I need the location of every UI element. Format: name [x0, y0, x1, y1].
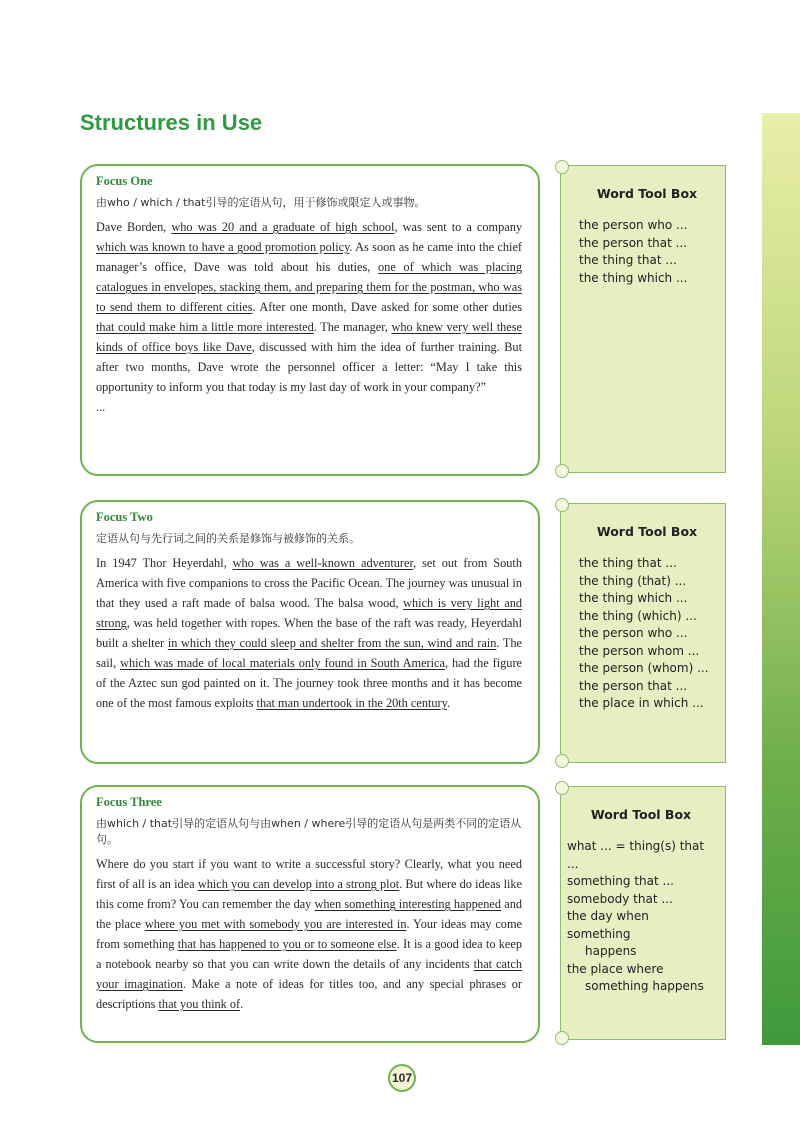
word-tool-box-two	[560, 503, 726, 763]
focus-two-panel	[80, 500, 540, 764]
tool-box-list	[567, 838, 715, 996]
text-run: . It is a good idea to keep a notebook nearby so that you can write down the details of any incidents	[96, 937, 522, 971]
attributive-clause: one of which was placing catalogues in envelopes, stacking them, and preparing them for the postman, who was to send them to different cities	[96, 260, 522, 314]
tool-box-item: something that ...	[567, 874, 674, 888]
attributive-clause: who knew very well these kinds of office boys like Dave	[96, 320, 522, 354]
focus-two-note: 定语从句与先行词之间的关系是修饰与被修饰的关系。	[96, 532, 360, 545]
page-title: Structures in Use	[80, 110, 263, 135]
text-run: Where do you start if you want to write a successful story? Clearly, what you need first of all is an idea	[96, 857, 522, 891]
tool-box-item: the place in which ...	[579, 696, 704, 710]
tool-box-title: Word Tool Box	[596, 186, 698, 201]
attributive-clause: that has happened to you or to someone else	[177, 937, 397, 951]
focus-one-panel	[80, 164, 540, 476]
attributive-clause: that man undertook in the 20th century	[256, 696, 447, 710]
word-tool-box-three	[560, 786, 726, 1040]
scroll-curl-icon	[555, 781, 569, 795]
text-run: Dave Borden,	[96, 220, 172, 234]
tool-box-item: the place where	[567, 961, 664, 976]
tool-box-item: the person that ...	[579, 678, 688, 693]
attributive-clause: that you think of	[158, 997, 241, 1011]
focus-two-text	[96, 553, 522, 713]
scroll-curl-icon	[555, 498, 569, 512]
attributive-clause: who was 20 and a graduate of high school	[171, 220, 395, 234]
text-run: In 1947 Thor Heyerdahl,	[96, 556, 233, 570]
tool-box-item: somebody that ...	[567, 891, 673, 906]
text-run: . The manager,	[313, 320, 392, 334]
attributive-clause: in which they could sleep and shelter from the sun, wind and rain	[167, 636, 497, 650]
tool-box-title: Word Tool Box	[590, 807, 692, 822]
text-run: , was held together with ropes. When the base of the raft was ready, Heyerdahl built a shelter	[96, 616, 522, 650]
text-run: , set out from South America with five companions to cross the Pacific Ocean. The journey was unusual in that they used a raft made of balsa wood. The balsa wood,	[96, 556, 522, 610]
focus-three-panel	[80, 785, 540, 1043]
attributive-clause: when something interesting happened	[314, 897, 502, 911]
text-run: . After one month, Dave asked for some other duties	[252, 300, 522, 314]
tool-box-title: Word Tool Box	[596, 524, 698, 539]
attributive-clause: that catch your imagination	[96, 957, 522, 991]
tool-box-item: the thing which ...	[579, 591, 688, 605]
focus-three-note: 由which / that引导的定语从句与由when / where引导的定语从句是两类不同的定语从句。	[96, 817, 522, 846]
text-run: , was sent to a company	[394, 220, 522, 234]
tool-box-item: the person who ...	[579, 626, 688, 640]
tool-box-item: the person who ...	[579, 218, 688, 232]
tool-box-item: the thing (which) ...	[579, 608, 697, 623]
tool-box-item: the thing (that) ...	[579, 573, 687, 588]
scroll-curl-icon	[555, 754, 569, 768]
text-run: and the place	[96, 897, 522, 931]
attributive-clause: where you met with somebody you are interested in	[144, 917, 407, 931]
tool-box-item: happens	[585, 944, 637, 958]
attributive-clause: which was made of local materials only found in South America	[120, 656, 445, 670]
text-run: .	[240, 997, 244, 1011]
focus-two-title: Focus Two	[96, 510, 153, 524]
attributive-clause: which was known to have a good promotion policy	[96, 240, 350, 254]
attributive-clause: who was a well-known adventurer	[232, 556, 414, 570]
attributive-clause: which is very light and strong	[96, 596, 522, 630]
tool-box-item: something happens	[585, 979, 704, 993]
focus-three-title: Focus Three	[96, 795, 162, 809]
tool-box-item: the person (whom) ...	[579, 661, 709, 675]
tool-box-item: the day when something	[567, 909, 649, 941]
word-tool-box-one	[560, 165, 726, 473]
tool-box-item: the person whom ...	[579, 643, 700, 658]
page-number: 107	[388, 1064, 416, 1092]
tool-box-item: the thing that ...	[579, 253, 677, 267]
focus-one-note: 由who / which / that引导的定语从句，用于修饰或限定人或事物。	[96, 196, 426, 209]
tool-box-list	[579, 217, 715, 287]
text-run: , discussed with him the idea of further training. But after two months, Dave wrote the personnel officer a letter: “May I take this opportunity to inform you that today is my last day of work in your company?”	[96, 340, 522, 394]
side-color-bar	[762, 113, 800, 1045]
attributive-clause: that could make him a little more interested	[96, 320, 314, 334]
text-run: , had the figure of the Aztec sun god painted on it. The journey took three months and it has become one of the most famous exploits	[96, 656, 522, 710]
focus-one-title: Focus One	[96, 174, 153, 188]
tool-box-item: what ... = thing(s) that ...	[567, 839, 705, 871]
text-run: . As soon as he came into the chief manager’s office, Dave was told about his duties,	[96, 240, 522, 274]
focus-one-text	[96, 217, 522, 397]
text-run: .	[446, 696, 451, 710]
scroll-curl-icon	[555, 160, 569, 174]
tool-box-item: the thing which ...	[579, 270, 688, 285]
focus-three-text	[96, 854, 522, 1014]
tool-box-item: the person that ...	[579, 235, 688, 250]
text-run: . The sail,	[96, 636, 522, 670]
attributive-clause: which you can develop into a strong plot	[197, 877, 400, 891]
text-run: . Make a note of ideas for titles too, and any special phrases or descriptions	[96, 977, 523, 1011]
tool-box-item: the thing that ...	[579, 556, 677, 570]
tool-box-list	[579, 555, 715, 713]
scroll-curl-icon	[555, 464, 569, 478]
scroll-curl-icon	[555, 1031, 569, 1045]
focus-one-ellipsis: ...	[96, 400, 106, 414]
text-run: . But where do ideas like this come from? You can remember the day	[96, 877, 523, 911]
text-run: . Your ideas may come from something	[96, 917, 522, 951]
